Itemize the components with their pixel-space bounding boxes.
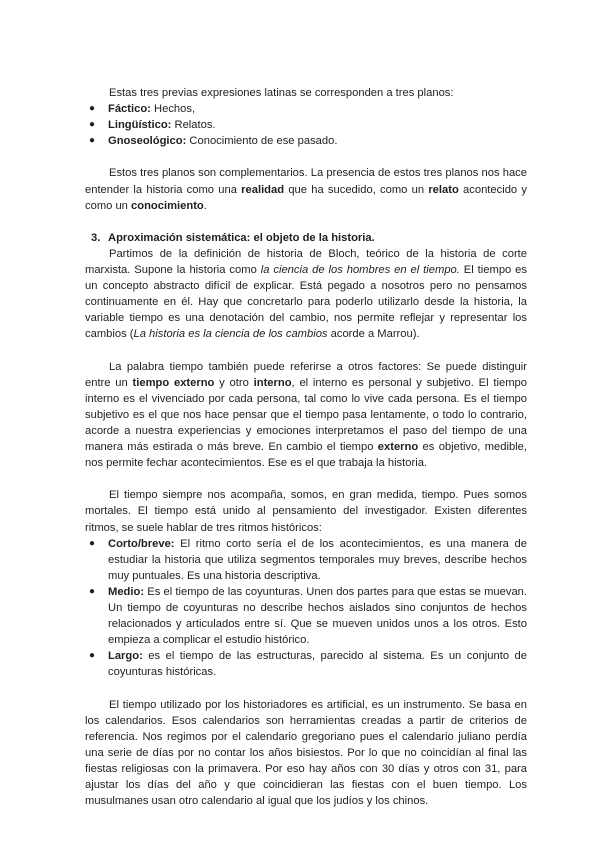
ritmos-list xyxy=(85,536,527,681)
list-item-desc: Conocimiento de ese pasado. xyxy=(186,135,338,148)
paragraph-gap xyxy=(85,214,527,230)
paragraph-gap xyxy=(85,343,527,359)
list-item xyxy=(85,648,527,680)
bloch-paragraph: Partimos de la definición de historia de Bloch, teórico de la historia de corte marxista. Supone la historia como la ciencia de los hombres en el tiempo. El tiempo es un concepto abstracto difícil de explicar. Está pegado a nosotros pero no pensamos continuamente en él. Hay que concretarlo para poderlo utilizarlo desde la historia, la variable tiempo es una denotación del cambio, nos permite reflejar y representar los cambios (La historia es la ciencia de los cambios acorde a Marrou). xyxy=(85,247,528,341)
list-item-term: Medio: xyxy=(108,585,145,598)
list-item-term: Fáctico: xyxy=(108,103,151,116)
calendarios-paragraph: El tiempo utilizado por los historiadores es artificial, es un instrumento. Se basa en los calendarios. Esos calendarios son herramientas creadas a partir de criterios de referencia. Nos regimos por el calendario gregoriano pues el calendario juliano perdía una serie de días por no contar los años bisiestos. Por lo que no coincidían al final las fiestas religiosas con la primavera. Por eso hay años con 30 días y otros con 31, para ajustar los días del año y que coincidieran las fiestas con el buen tiempo. Los musulmanes usan otro calendario al igual que los judíos y los chinos. xyxy=(85,698,527,808)
list-item-term: Largo: xyxy=(108,650,143,663)
document-body xyxy=(85,85,527,809)
ritmos-intro-paragraph: El tiempo siempre nos acompaña, somos, en gran medida, tiempo. Pues somos mortales. El tiempo está unido al pensamiento del investigador. Existen diferentes ritmos, se suele hablar de tres ritmos históricos: xyxy=(85,489,527,534)
list-item xyxy=(85,536,527,584)
bullet-icon: ● xyxy=(89,119,96,131)
paragraph-gap xyxy=(85,149,527,165)
section-title: Aproximación sistemática: el objeto de la historia. xyxy=(108,231,375,244)
section-heading xyxy=(85,230,527,246)
paragraph-gap xyxy=(85,680,527,696)
list-item xyxy=(85,117,527,133)
list-item-term: Gnoseológico: xyxy=(108,135,187,148)
list-item xyxy=(85,133,527,149)
list-item-desc: es el tiempo de las estructuras, parecido al sistema. Es un conjunto de coyunturas históricas. xyxy=(108,650,527,679)
paragraph-gap xyxy=(85,471,527,487)
list-item-desc: Hechos, xyxy=(150,103,196,116)
list-item-desc: Es el tiempo de las coyunturas. Unen dos partes para que estas se muevan. Un tiempo de coyunturas no describe hechos aislados sino conjuntos de hechos relacionados y articulados entre sí. Que se mueven unidos unos a los otros. Esto empieza a complicar el estudio histórico. xyxy=(108,585,527,647)
intro-paragraph: Estas tres previas expresiones latinas se corresponden a tres planos: xyxy=(109,87,454,99)
bullet-icon: ● xyxy=(89,537,96,549)
list-item-desc: El ritmo corto sería el de los acontecimientos, es una manera de estudiar la historia que utiliza segmentos temporales muy breves, describe hechos muy puntuales. Es una historia descriptiva. xyxy=(108,537,527,582)
list-item-term: Lingüístico: xyxy=(108,119,172,132)
planos-complementarios-paragraph: Estos tres planos son complementarios. La presencia de estos tres planos nos hace entender la historia como una realidad que ha sucedido, como un relato acontecido y como un conocimiento. xyxy=(85,167,527,212)
planos-list xyxy=(85,101,527,149)
bullet-icon: ● xyxy=(89,650,96,662)
tiempo-paragraph: La palabra tiempo también puede referirse a otros factores: Se puede distinguir entre un tiempo externo y otro interno, el interno es personal y subjetivo. El tiempo interno es el vivenciado por cada persona, tal como lo vive cada persona. Es el tiempo subjetivo es el que nos hace pensar que el tiempo pasa lentamente, o todo lo contrario, acorde a nuestra experiencias y emociones interpretamos el paso del tiempo de una manera más estirada o más breve. En cambio el tiempo externo es objetivo, medible, nos permite fechar acontecimientos. Ese es el que trabaja la historia. xyxy=(85,360,527,470)
list-item xyxy=(85,101,527,117)
list-item xyxy=(85,584,527,648)
bullet-icon: ● xyxy=(89,135,96,147)
list-item-term: Corto/breve: xyxy=(108,537,175,550)
section-number: 3. xyxy=(91,231,101,244)
bullet-icon: ● xyxy=(89,103,96,115)
bullet-icon: ● xyxy=(89,585,96,597)
list-item-desc: Relatos. xyxy=(171,119,216,132)
